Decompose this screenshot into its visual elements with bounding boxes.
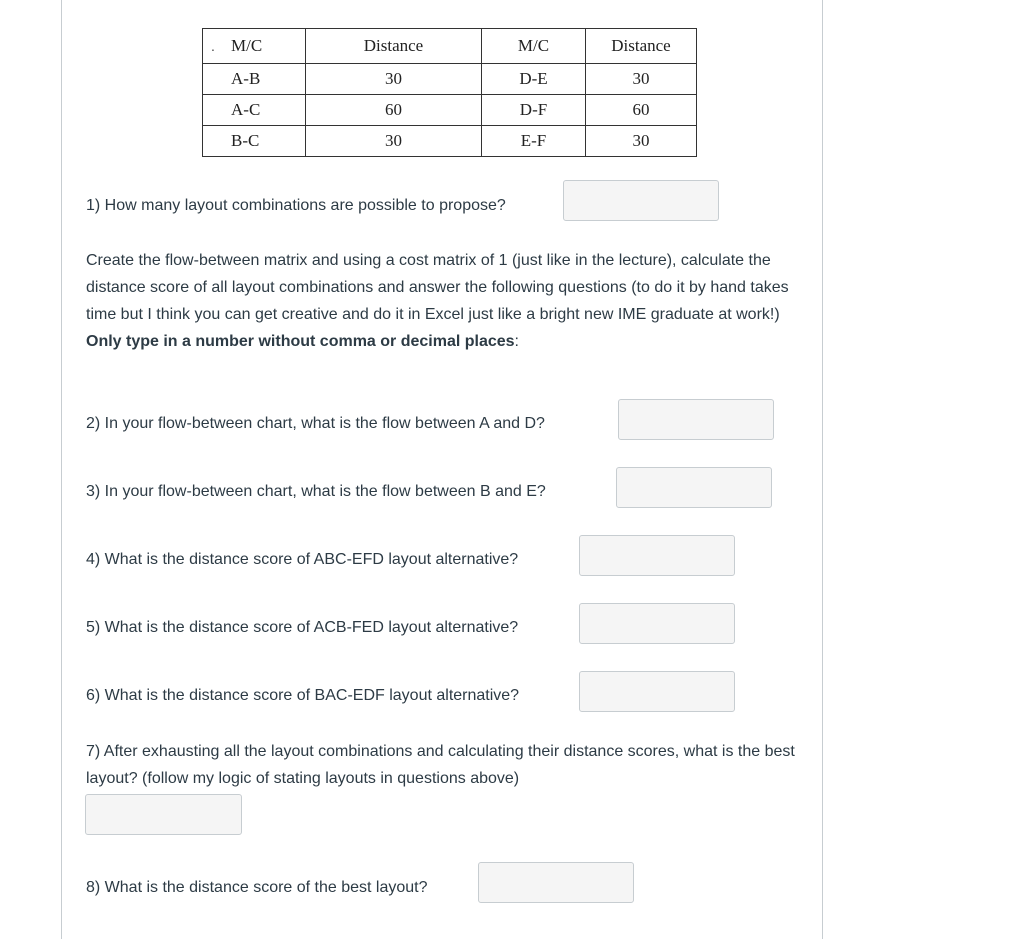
question-5: 5) What is the distance score of ACB-FED layout alternative?	[86, 619, 519, 636]
cell: 30	[586, 126, 697, 157]
table-header-row	[203, 29, 697, 64]
instructions-tail: :	[514, 333, 519, 350]
answer-input-8[interactable]	[478, 862, 634, 903]
cell: 60	[306, 95, 482, 126]
table-row	[203, 95, 697, 126]
answer-input-4[interactable]	[579, 535, 735, 576]
cell: 30	[306, 64, 482, 95]
instructions-text: Create the flow-between matrix and using a cost matrix of 1 (just like in the lecture), calculate the distance score of all layout combinations and answer the following questions (to do it by hand takes time but I think you can get creative and do it in Excel just like a bright new IME graduate at work!)	[86, 252, 789, 323]
answer-input-5[interactable]	[579, 603, 735, 644]
table-bullet: .	[211, 38, 215, 54]
header-mc-2: M/C	[482, 29, 586, 64]
instructions-paragraph	[86, 247, 798, 355]
cell: A-C	[203, 95, 306, 126]
question-3: 3) In your flow-between chart, what is the flow between B and E?	[86, 483, 546, 500]
cell: 30	[306, 126, 482, 157]
instructions-bold: Only type in a number without comma or decimal places	[86, 333, 515, 350]
answer-input-6[interactable]	[579, 671, 735, 712]
header-distance-1: Distance	[306, 29, 482, 64]
cell: B-C	[203, 126, 306, 157]
cell: 30	[586, 64, 697, 95]
cell: E-F	[482, 126, 586, 157]
header-mc-1: M/C	[203, 29, 306, 64]
answer-input-7[interactable]	[85, 794, 242, 835]
question-7: 7) After exhausting all the layout combinations and calculating their distance scores, what is the best layout? (follow my logic of stating layouts in questions above)	[86, 743, 795, 787]
cell: D-F	[482, 95, 586, 126]
question-2: 2) In your flow-between chart, what is the flow between A and D?	[86, 415, 545, 432]
answer-input-2[interactable]	[618, 399, 774, 440]
answer-input-3[interactable]	[616, 467, 772, 508]
question-1: 1) How many layout combinations are possible to propose?	[86, 197, 506, 214]
question-4: 4) What is the distance score of ABC-EFD layout alternative?	[86, 551, 519, 568]
cell: D-E	[482, 64, 586, 95]
distance-table	[202, 28, 697, 157]
table-row	[203, 64, 697, 95]
cell: A-B	[203, 64, 306, 95]
answer-input-1[interactable]	[563, 180, 719, 221]
table-row	[203, 126, 697, 157]
question-6: 6) What is the distance score of BAC-EDF layout alternative?	[86, 687, 520, 704]
header-distance-2: Distance	[586, 29, 697, 64]
cell: 60	[586, 95, 697, 126]
question-8: 8) What is the distance score of the best layout?	[86, 879, 428, 896]
